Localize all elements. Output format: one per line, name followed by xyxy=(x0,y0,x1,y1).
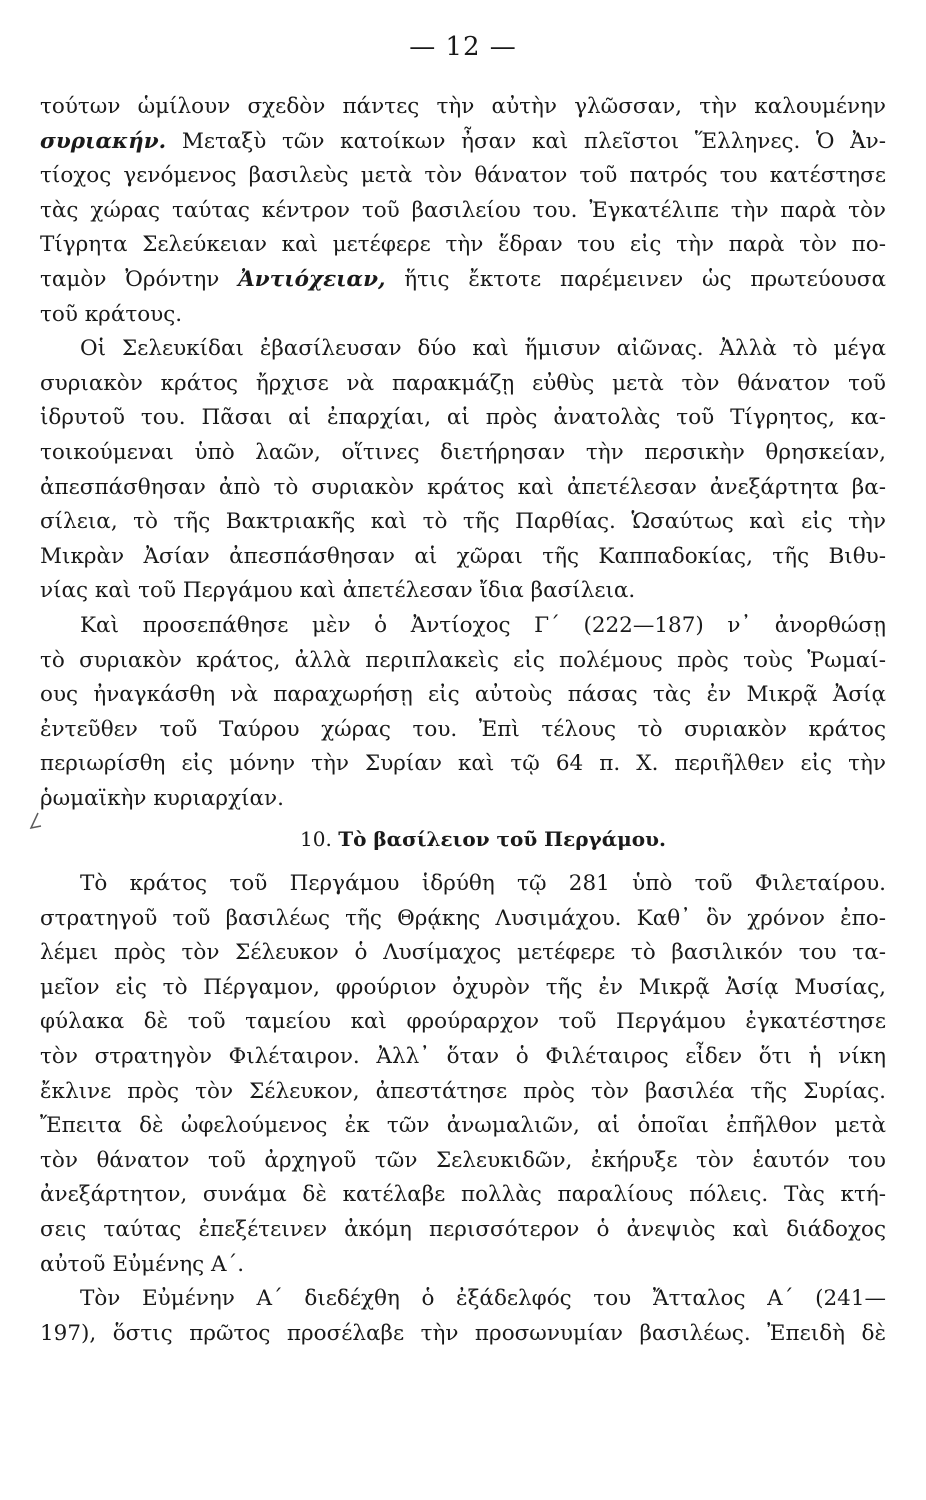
text-line: ους ἠναγκάσθη νὰ παραχωρήσῃ εἰς αὐτοὺς πάσας τὰς ἐν Μικρᾷ Ἀσίᾳ xyxy=(40,682,886,708)
text-line: Τὸ κράτος τοῦ Περγάμου ἱδρύθη τῷ 281 ὑπὸ τοῦ Φιλεταίρου. xyxy=(80,871,886,897)
text-line: ἔκλινε πρὸς τὸν Σέλευκον, ἀπεστάτησε πρὸς τὸν βασιλέα τῆς Συρίας. xyxy=(40,1078,886,1104)
text-line: τοικούμεναι ὑπὸ λαῶν, οἵτινες διετήρησαν τὴν περσικὴν θρησκείαν, xyxy=(40,439,886,465)
text-line: συριακήν. Μεταξὺ τῶν κατοίκων ἦσαν καὶ πλεῖστοι Ἕλληνες. Ὁ Ἀν- xyxy=(40,128,886,154)
emphasis-term: Ἀντιόχειαν, xyxy=(238,266,386,292)
section-title: Τὸ βασίλειον τοῦ Περγάμου. xyxy=(338,827,666,852)
text-line: ἐντεῦθεν τοῦ Ταύρου χώρας του. Ἐπὶ τέλους τὸ συριακὸν κράτος xyxy=(40,716,886,742)
text-line: σεις ταύτας ἐπεξέτεινεν ἀκόμη περισσότερον ὁ ἀνεψιὸς καὶ διάδοχος xyxy=(40,1217,886,1242)
text-line: τὸν στρατηγὸν Φιλέταιρον. Ἀλλ᾿ ὅταν ὁ Φιλέταιρος εἶδεν ὅτι ἡ νίκη xyxy=(40,1044,886,1070)
emphasis-term: συριακήν. xyxy=(40,128,167,154)
section-heading xyxy=(40,822,886,857)
text-line: Τίγρητα Σελεύκειαν καὶ μετέφερε τὴν ἕδραν του εἰς τὴν παρὰ τὸν πο- xyxy=(40,232,886,258)
text-line: μεῖον εἰς τὸ Πέργαμον, φρούριον ὀχυρὸν τῆς ἐν Μικρᾷ Ἀσίᾳ Μυσίας, xyxy=(40,974,886,1000)
text-line: Μικρὰν Ἀσίαν ἀπεσπάσθησαν αἱ χῶραι τῆς Καππαδοκίας, τῆς Βιθυ- xyxy=(40,543,886,569)
text-line: λέμει πρὸς τὸν Σέλευκον ὁ Λυσίμαχος μετέφερε τὸ βασιλικόν του τα- xyxy=(40,940,886,966)
text-line: συριακὸν κράτος ἤρχισε νὰ παρακμάζῃ εὐθὺς μετὰ τὸν θάνατον τοῦ xyxy=(40,370,886,396)
text-line: Τὸν Εὐμένην Α΄ διεδέχθη ὁ ἐξάδελφός του Ἄτταλος Α΄ (241— xyxy=(80,1286,886,1312)
text-line: σίλεια, τὸ τῆς Βακτριακῆς καὶ τὸ τῆς Παρθίας. Ὡσαύτως καὶ εἰς τὴν xyxy=(40,509,886,535)
body-text xyxy=(40,90,886,1351)
text-line: ἀπεσπάσθησαν ἀπὸ τὸ συριακὸν κράτος καὶ ἀπετέλεσαν ἀνεξάρτητα βα- xyxy=(40,474,886,500)
page-number: — 12 — xyxy=(409,32,517,62)
text-line: νίας καὶ τοῦ Περγάμου καὶ ἀπετέλεσαν ἴδια βασίλεια. xyxy=(40,578,636,604)
text-line: στρατηγοῦ τοῦ βασιλέως τῆς Θρᾴκης Λυσιμάχου. Καθ᾿ ὃν χρόνον ἐπο- xyxy=(40,905,886,931)
text-line: τὸν θάνατον τοῦ ἀρχηγοῦ τῶν Σελευκιδῶν, ἐκήρυξε τὸν ἑαυτόν του xyxy=(40,1147,886,1173)
text-line: τίοχος γενόμενος βασιλεὺς μετὰ τὸν θάνατον τοῦ πατρός του κατέστησε xyxy=(40,163,886,189)
text-line: τούτων ὡμίλουν σχεδὸν πάντες τὴν αὐτὴν γλῶσσαν, τὴν καλουμένην xyxy=(40,94,886,119)
text-line: ῥωμαϊκὴν κυριαρχίαν. xyxy=(40,785,284,811)
text-line: αὐτοῦ Εὐμένης Α΄. xyxy=(40,1251,245,1277)
text-line: τὸ συριακὸν κράτος, ἀλλὰ περιπλακεὶς εἰς πολέμους πρὸς τοὺς Ῥωμαί- xyxy=(40,647,886,673)
text-line: Καὶ προσεπάθησε μὲν ὁ Ἀντίοχος Γ΄ (222—187) ν᾿ ἀνορθώσῃ xyxy=(80,612,886,638)
text-line: Ἔπειτα δὲ ὠφελούμενος ἐκ τῶν ἀνωμαλιῶν, αἱ ὁποῖαι ἐπῆλθον μετὰ xyxy=(40,1113,886,1139)
text-line: ἀνεξάρτητον, συνάμα δὲ κατέλαβε πολλὰς παραλίους πόλεις. Τὰς κτή- xyxy=(40,1182,886,1208)
text-line: τοῦ κράτους. xyxy=(40,301,183,327)
text-line: 197), ὅστις πρῶτος προσέλαβε τὴν προσωνυμίαν βασιλέως. Ἐπειδὴ δὲ xyxy=(40,1320,886,1346)
section-number: 10. xyxy=(300,827,332,852)
text-line: τὰς χώρας ταύτας κέντρον τοῦ βασιλείου του. Ἐγκατέλιπε τὴν παρὰ τὸν xyxy=(40,197,886,223)
text-line: φύλακα δὲ τοῦ ταμείου καὶ φρούραρχον τοῦ Περγάμου ἐγκατέστησε xyxy=(40,1009,886,1035)
text-line: ἱδρυτοῦ του. Πᾶσαι αἱ ἐπαρχίαι, αἱ πρὸς ἀνατολὰς τοῦ Τίγρητος, κα- xyxy=(40,405,886,431)
text-line: περιωρίσθη εἰς μόνην τὴν Συρίαν καὶ τῷ 64 π. Χ. περιῆλθεν εἰς τὴν xyxy=(40,751,886,777)
text-line: Οἱ Σελευκίδαι ἐβασίλευσαν δύο καὶ ἥμισυν αἰῶνας. Ἀλλὰ τὸ μέγα xyxy=(80,336,886,362)
text-line: ταμὸν Ὀρόντην Ἀντιόχειαν, ἥτις ἔκτοτε παρέμεινεν ὡς πρωτεύουσα xyxy=(40,266,886,292)
